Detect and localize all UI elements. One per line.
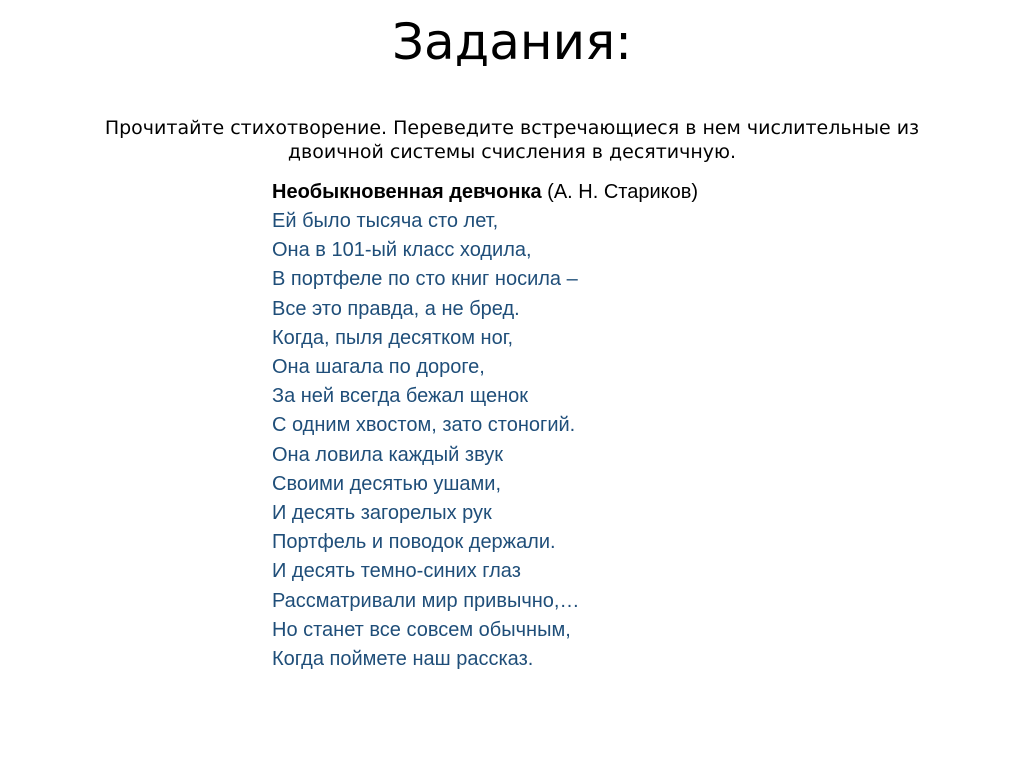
- poem-line: Она ловила каждый звук: [272, 443, 504, 466]
- task-instruction: [40, 116, 984, 164]
- poem-line: Своими десятью ушами,: [272, 472, 502, 495]
- poem-line: Когда поймете наш рассказ.: [272, 648, 534, 671]
- instruction-line-1: Прочитайте стихотворение. Переведите встречающиеся в нем числительные из: [104, 117, 920, 139]
- poem-line: Но станет все совсем обычным,: [272, 618, 571, 641]
- poem-line: С одним хвостом, зато стоногий.: [272, 414, 576, 437]
- poem-line: Она шагала по дороге,: [272, 356, 485, 379]
- poem-line: Она в 101-ый класс ходила,: [272, 239, 532, 262]
- poem-line: В портфеле по сто книг носила –: [272, 268, 578, 291]
- instruction-line-2: двоичной системы счисления в десятичную.: [287, 141, 737, 163]
- poem-lines: [272, 207, 972, 674]
- poem-author: (А. Н. Стариков): [547, 181, 699, 203]
- poem-line: Ей было тысяча сто лет,: [272, 210, 499, 232]
- poem-line: И десять загорелых рук: [272, 502, 492, 525]
- poem-title: Необыкновенная девчонка: [272, 181, 542, 203]
- poem-heading: [272, 178, 972, 206]
- poem-line: Все это правда, а не бред.: [272, 297, 520, 320]
- poem-line: Рассматривали мир привычно,…: [272, 589, 580, 612]
- slide-title: Задания:: [391, 13, 632, 71]
- poem: [272, 178, 972, 674]
- poem-line: За ней всегда бежал щенок: [272, 385, 529, 408]
- poem-line: Когда, пыля десятком ног,: [272, 326, 514, 349]
- poem-line: И десять темно-синих глаз: [272, 560, 521, 583]
- poem-line: Портфель и поводок держали.: [272, 531, 556, 554]
